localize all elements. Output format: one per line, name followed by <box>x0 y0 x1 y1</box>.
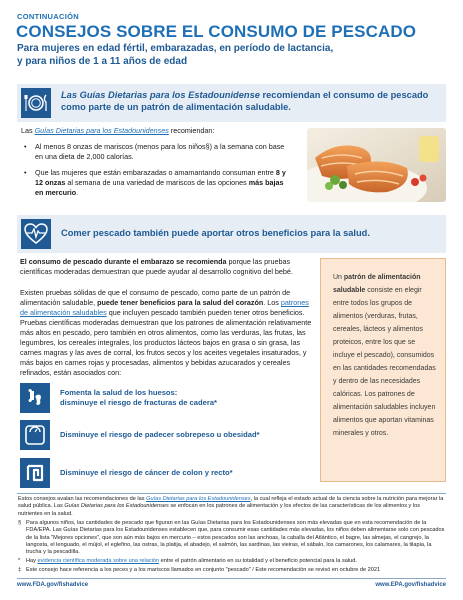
epa-url[interactable]: www.EPA.gov/fishadvice <box>375 582 446 588</box>
healthy-pattern-sidebar <box>320 258 446 482</box>
page-subtitle <box>17 43 447 68</box>
guidelines-list <box>24 142 289 204</box>
fda-url[interactable]: www.FDA.gov/fishadvice <box>17 582 89 588</box>
healthy-patterns-link[interactable]: patrones de alimentación saludables <box>20 298 309 317</box>
footnote-section: § Para algunos niños, las cantidades de pescado que figuran en las Guías Dietarias para los Estadounidenses son más elevadas que en esta recomendación de la FDA/EPA. Las Guías Dietarias para los Estadounidenses establecen que, para consumir esas cantidades más elevadas, los niños deben alimentarse solo con pescados de la lista "Mejores opciones", que son aún más bajos en mercurio – estos pescados son las anchoas, la caballa del Atlántico, el bagre, las almejas, el cangrejo, la langosta, el lenguado, el mújol, el eglefino, las ostras, la platija, el abadejo, el salmón, las sardinas, las vieiras, el sábalo, los camarones, los calamares, la tilapia, la trucha y la pescadilla. <box>18 519 445 556</box>
subtitle-line-2: y para niños de 1 a 11 años de edad <box>17 55 188 67</box>
benefit-colon <box>20 458 312 488</box>
footnote-asterisk: * Hay evidencia científica moderada sobre una relación entre el patrón alimentario en su totalidad y el beneficio potencial para la salud. <box>18 558 357 565</box>
intestine-icon <box>20 458 50 488</box>
page-title: CONSEJOS SOBRE EL CONSUMO DE PESCADO <box>16 22 417 41</box>
benefit-1-text: Fomenta la salud de los huesos: disminuye el riesgo de fracturas de cadera* <box>60 388 218 407</box>
guidelines-intro: Las Guías Dietarias para los Estadounidenses recomiendan: <box>21 126 215 135</box>
evidence-paragraph: Existen pruebas sólidas de que el consumo de pescado, como parte de un patrón de alimentación saludable, puede tener beneficios para la salud del corazón. Los patrones de alimentación saludables que incluyen pescado también pueden tener otros beneficios. Pruebas científicas moderadas demuestran que los patrones de alimentación relativamente más altos en pescado, pero también en otros alimentos, como las verduras, las frutas, las legumbres, los cereales integrales, los productos lácteos bajos en grasa o sin grasa, las carnes magras y las aves de corral, los frutos secos y los aceites vegetales insaturados, y más bajos en carnes rojas y procesadas, alimentos y bebidas azucarados y cereales refinados, están asociados con: <box>20 288 312 377</box>
heart-monitor-icon <box>21 219 51 249</box>
dietary-guidelines-banner <box>17 84 446 122</box>
footnote-intro: Estos consejos avalan las recomendaciones de las Guías Dietarias para los Estadounidenses, la cual refleja el estado actual de la ciencia sobre la nutrición para mejorar la salud pública. Las Guías Dietarias para los Estadounidenses se enfocan en los patrones de alimentación y los efectos de las características de los alimentos y los nutrientes en la salud. <box>18 496 444 517</box>
plate-fork-knife-icon <box>21 88 51 118</box>
scale-icon <box>20 420 50 450</box>
list-item: • Al menos 8 onzas de mariscos (menos para los niños§) a la semana con base en una dieta de 2,000 calorías. <box>24 142 289 162</box>
divider <box>17 493 446 494</box>
footnote-evidence-link[interactable]: evidencia científica moderada sobre una relación <box>37 558 160 565</box>
continuation-label: CONTINUACIÓN <box>17 12 79 21</box>
pregnancy-paragraph: El consumo de pescado durante el embarazo se recomienda porque las pruebas científicas moderadas demuestran que puede ayudar al desarrollo cognitivo del bebé. <box>20 257 293 276</box>
banner-2-text: Comer pescado también puede aportar otros beneficios para la salud. <box>61 228 370 238</box>
guidelines-link[interactable]: Guías Dietarias para los Estadounidenses <box>34 126 169 135</box>
bones-icon <box>20 383 50 413</box>
sidebar-text: Un patrón de alimentación saludable consiste en elegir entre todos los grupos de alimentos (verduras, frutas, cereales, lácteos y alimentos proteicos, entre los que se incluye el pescado), consumidos en las cantidades recomendadas y dentro de las necesidades calóricas. Los patrones de alimentación saludables incluyen alimentos que aportan vitaminas minerales y otros. <box>333 274 436 437</box>
divider <box>17 578 446 579</box>
banner-1-text: Las Guías Dietarias para los Estadounidense recomiendan el consumo de pescado como parte de un patrón de alimentación saludable. <box>61 90 429 112</box>
salmon-dish-photo <box>307 128 446 202</box>
footnote-guidelines-link[interactable]: Guías Dietarias para los Estadounidenses <box>146 496 251 502</box>
benefit-2-text: Disminuye el riesgo de padecer sobrepeso u obesidad* <box>60 430 260 439</box>
benefit-3-text: Disminuye el riesgo de cáncer de colon y recto* <box>60 468 233 477</box>
benefit-weight <box>20 420 312 450</box>
list-item: • Que las mujeres que están embarazadas o amamantando consuman entre 8 y 12 onzas al semana de una variedad de mariscos de las opciones más bajas en mercurio. <box>24 168 289 198</box>
footnotes <box>18 496 446 576</box>
footnote-double-dagger: ‡ Este consejo hace referencia a los peces y a los mariscos llamados en conjunto "pescado" / Este recomendación se revisó en octubre de 2021 <box>18 567 381 574</box>
health-benefits-banner <box>17 215 446 253</box>
subtitle-line-1: Para mujeres en edad fértil, embarazadas, en período de lactancia, <box>17 43 334 54</box>
benefit-bone-health <box>20 383 312 413</box>
